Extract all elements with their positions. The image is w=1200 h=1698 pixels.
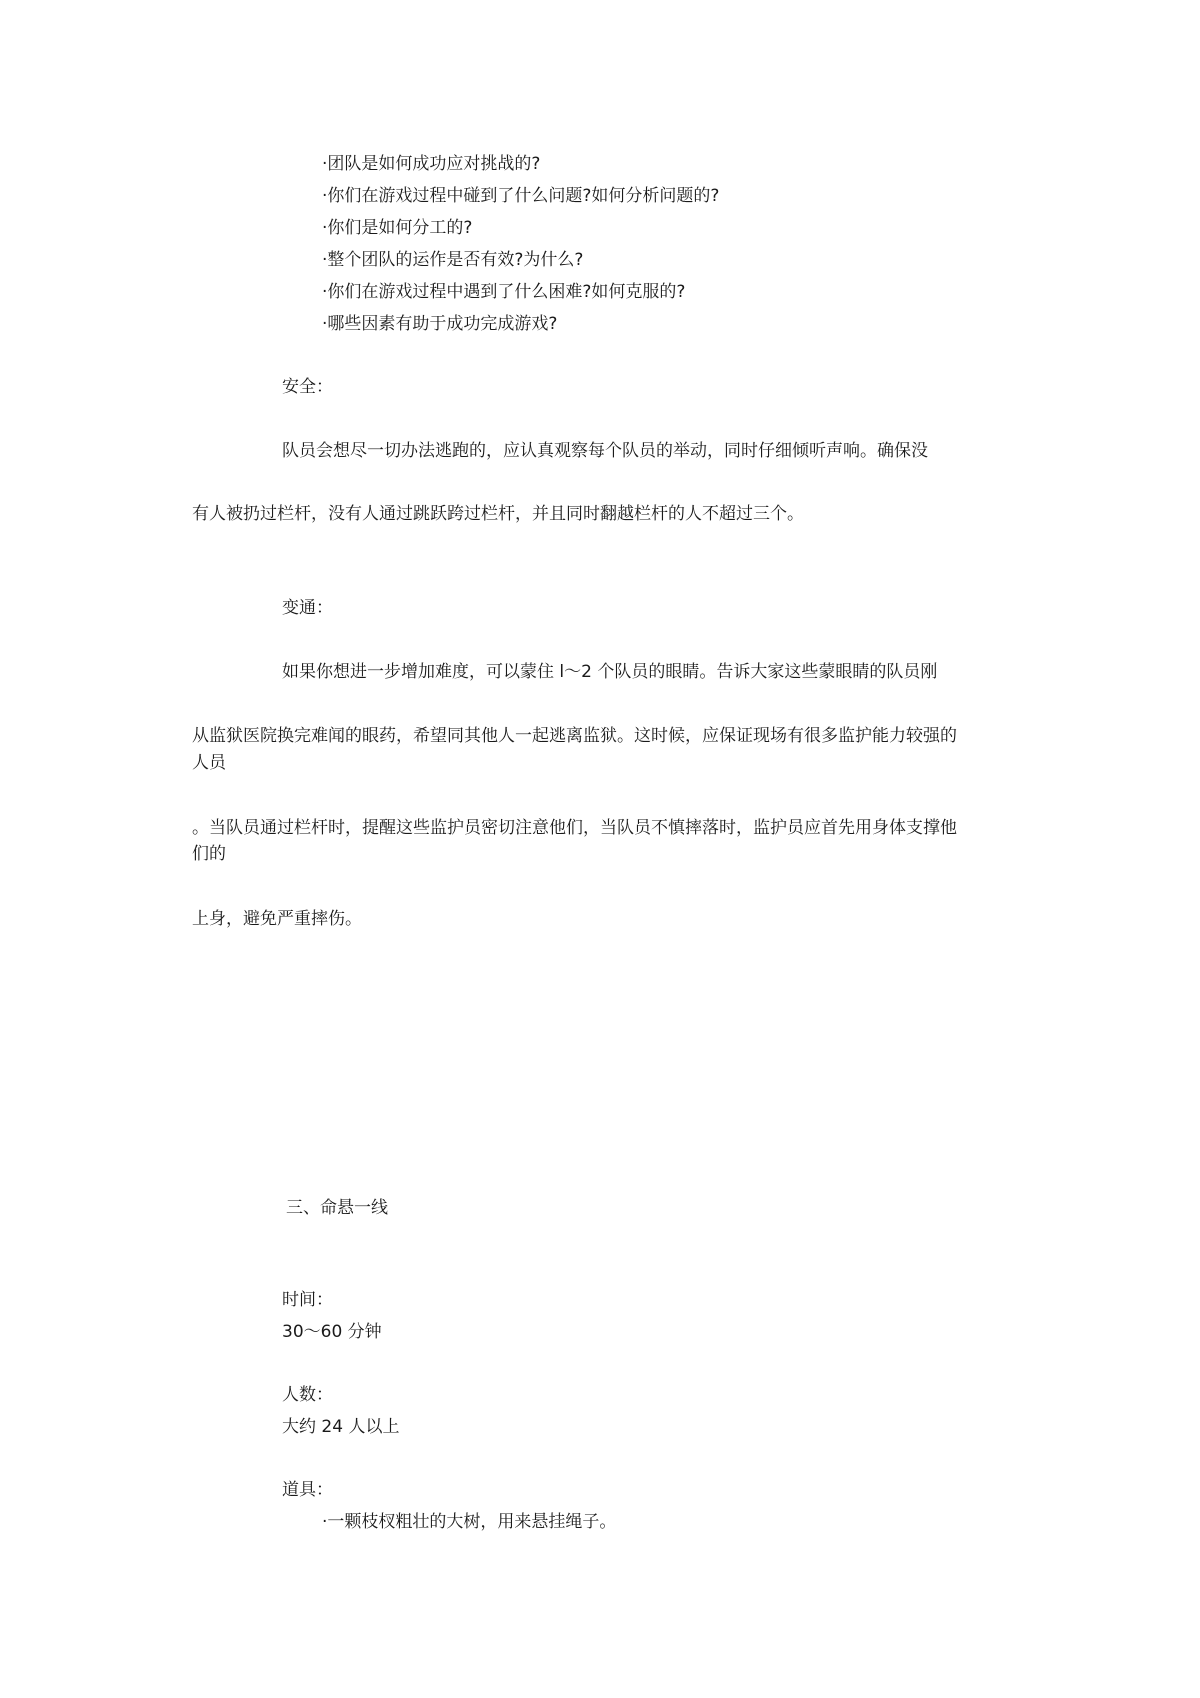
reflection-question-3: ·你们是如何分工的? [322,218,473,238]
variation-paragraph-line-5: 们的 [192,844,226,864]
safety-heading: 安全： [282,377,333,397]
variation-paragraph-line-2: 从监狱医院换完难闻的眼药，希望同其他人一起逃离监狱。这时候，应保证现场有很多监护能力较强的 [192,726,957,746]
time-value: 30～60 分钟 [282,1322,382,1342]
variation-paragraph-line-3: 人员 [192,753,226,773]
variation-heading: 变通： [282,598,333,618]
safety-paragraph-line-1: 队员会想尽一切办法逃跑的，应认真观察每个队员的举动，同时仔细倾听声响。确保没 [282,441,928,461]
section-title: 三、命悬一线 [286,1198,388,1218]
reflection-question-4: ·整个团队的运作是否有效?为什么? [322,250,584,270]
props-label: 道具： [282,1480,333,1500]
variation-paragraph-line-4: 。当队员通过栏杆时，提醒这些监护员密切注意他们，当队员不慎摔落时，监护员应首先用身体支撑他 [192,818,957,838]
reflection-question-6: ·哪些因素有助于成功完成游戏? [322,314,558,334]
props-item-1: ·一颗枝杈粗壮的大树，用来悬挂绳子。 [322,1512,617,1532]
variation-paragraph-line-6: 上身，避免严重摔伤。 [192,909,362,929]
people-label: 人数： [282,1385,333,1405]
people-value: 大约 24 人以上 [282,1417,400,1437]
time-label: 时间： [282,1290,333,1310]
reflection-question-5: ·你们在游戏过程中遇到了什么困难?如何克服的? [322,282,686,302]
safety-paragraph-line-2: 有人被扔过栏杆，没有人通过跳跃跨过栏杆，并且同时翻越栏杆的人不超过三个。 [192,504,804,524]
reflection-question-1: ·团队是如何成功应对挑战的? [322,154,541,174]
reflection-question-2: ·你们在游戏过程中碰到了什么问题?如何分析问题的? [322,186,720,206]
variation-paragraph-line-1: 如果你想进一步增加难度，可以蒙住 l～2 个队员的眼睛。告诉大家这些蒙眼睛的队员刚 [282,662,938,682]
